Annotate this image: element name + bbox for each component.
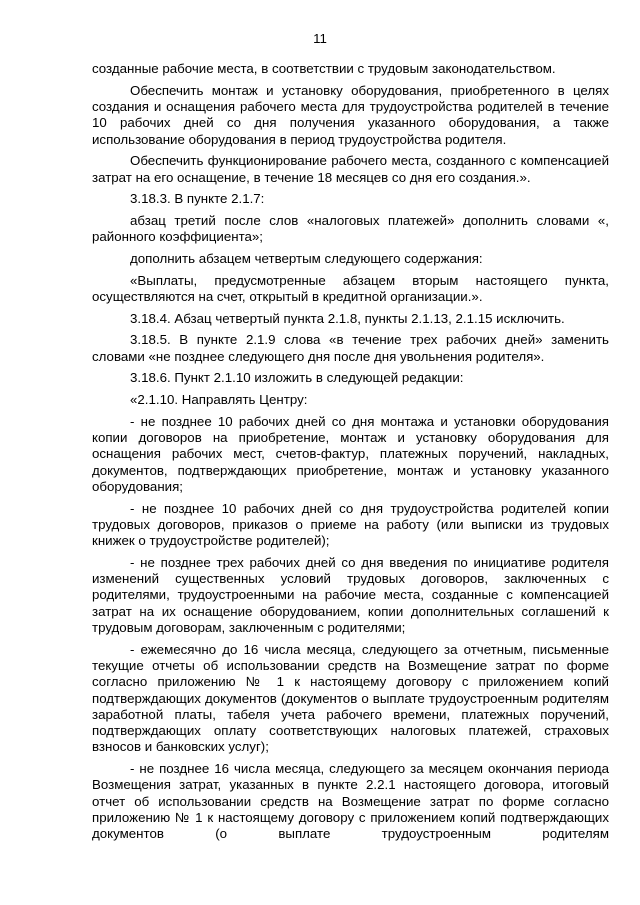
paragraph-1: созданные рабочие места, в соответствии с трудовым законодательством. bbox=[92, 61, 556, 76]
paragraph-2: Обеспечить монтаж и установку оборудования, приобретенного в целях создания и оснащения рабочего места для трудоустройства родителей в течение 10 рабочих дней со дня получения указанного оборудования, а также использование оборудования в период трудоустройства родителя. bbox=[92, 82, 609, 147]
paragraph-6: дополнить абзацем четвертым следующего содержания: bbox=[130, 250, 483, 266]
paragraph-3: Обеспечить функционирование рабочего места, созданного с компенсацией затрат на его оснащение, в течение 18 месяцев со дня его создания.». bbox=[92, 153, 609, 185]
paragraph-4: 3.18.3. В пункте 2.1.7: bbox=[130, 191, 265, 207]
page-number: 11 bbox=[313, 31, 327, 46]
list-item-1: - не позднее 10 рабочих дней со дня монтажа и установки оборудования копии договоров на приобретение, монтаж и установку оборудования для оснащения рабочих мест, счетов-фактур, платежных поручений, накладных, документов, подтверждающих приобретение, монтаж и установку указанного оборудования; bbox=[92, 413, 609, 494]
paragraph-11: «2.1.10. Направлять Центру: bbox=[130, 391, 308, 407]
paragraph-7: «Выплаты, предусмотренные абзацем вторым настоящего пункта, осуществляются на счет, открытый в кредитной организации.». bbox=[92, 272, 609, 304]
document-body bbox=[92, 61, 609, 848]
list-item-4: - ежемесячно до 16 числа месяца, следующего за отчетным, письменные текущие отчеты об использовании средств на Возмещение затрат по форме согласно приложению № 1 к настоящему договору с приложением копий подтверждающих документов (документов о выплате трудоустроенным родителям заработной платы, табеля учета рабочего времени, платежных поручений, подтверждающих оплату соответствующих налоговых платежей, страховых взносов и банковских услуг); bbox=[92, 641, 609, 755]
paragraph-9: 3.18.5. В пункте 2.1.9 слова «в течение трех рабочих дней» заменить словами «не позднее следующего дня после дня увольнения родителя». bbox=[92, 332, 609, 364]
list-item-5: - не позднее 16 числа месяца, следующего за месяцем окончания периода Возмещения затрат, указанных в пункте 2.2.1 настоящего договора, итоговый отчет об использовании средств на Возмещение затрат по форме согласно приложению № 1 к настоящему договору с приложением копий подтверждающих документов (о выплате трудоустроенным родителям bbox=[92, 761, 609, 842]
paragraph-10: 3.18.6. Пункт 2.1.10 изложить в следующей редакции: bbox=[130, 370, 464, 386]
list-item-2: - не позднее 10 рабочих дней со дня трудоустройства родителей копии трудовых договоров, приказов о приеме на работу (или выписки из трудовых книжек о трудоустройстве родителей); bbox=[92, 500, 609, 549]
paragraph-8: 3.18.4. Абзац четвертый пункта 2.1.8, пункты 2.1.13, 2.1.15 исключить. bbox=[130, 310, 565, 326]
list-item-3: - не позднее трех рабочих дней со дня введения по инициативе родителя изменений существенных условий трудовых договоров, заключенных с родителями, трудоустроенными на рабочие места, созданные с компенсацией затрат на их оснащение оборудованием, копии дополнительных соглашений к трудовым договорам, заключенным с родителями; bbox=[92, 554, 609, 635]
paragraph-5: абзац третий после слов «налоговых платежей» дополнить словами «, районного коэффициента»; bbox=[92, 212, 609, 245]
